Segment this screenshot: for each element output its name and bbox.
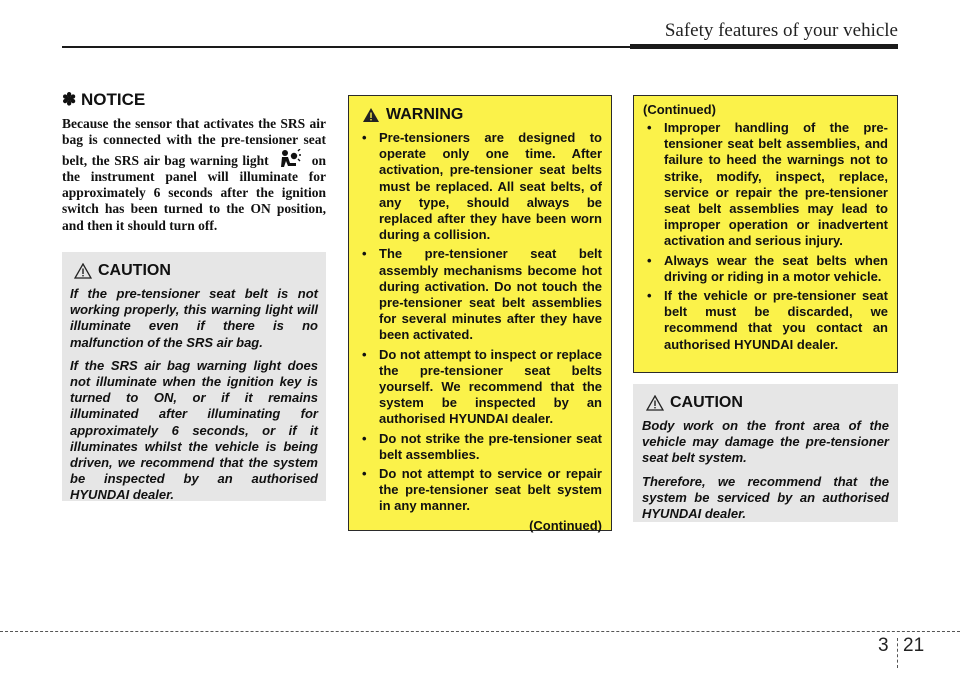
warning-item: • The pre-tensioner seat belt assembly mechanisms become hot during activation. Do not touch the pre-tensioner seat belt assemblies for several minutes after they have been activated. <box>358 246 602 343</box>
notice-heading: ✽ NOTICE <box>62 90 146 109</box>
notice-text-part1: Because the sensor that activates the SRS air bag is connected with the pre-tensioner seat belt, the SRS air bag warning light <box>62 116 326 168</box>
airbag-warning-light-icon <box>279 149 301 169</box>
footer-rule <box>0 631 960 632</box>
warning-continued-list <box>643 120 888 353</box>
caution-triangle-outline-icon <box>646 395 664 411</box>
caution-triangle-outline-icon <box>74 263 92 279</box>
warning-item: • Always wear the seat belts when driving or riding in a motor vehicle. <box>643 253 888 285</box>
notice-text-part2: on the instrument panel will illuminate for approximately 6 seconds after the ignition switch has been turned to the ON position, and then it should turn off. <box>62 152 327 233</box>
page-number: 21 <box>903 635 925 656</box>
caution-heading <box>70 262 318 280</box>
warning-item: • If the vehicle or pre-tensioner seat belt must be discarded, we recommend that you contact an authorised HYUNDAI dealer. <box>643 288 888 353</box>
caution-heading <box>642 394 889 412</box>
caution-heading-label: CAUTION <box>98 262 171 279</box>
warning-item: • Do not strike the pre-tensioner seat belt assemblies. <box>358 431 602 463</box>
notice-section <box>62 90 326 234</box>
header-rule-accent <box>630 44 898 49</box>
warning-box <box>348 95 612 531</box>
warning-continued-box <box>633 95 898 373</box>
caution-paragraph: Therefore, we recommend that the system be serviced by an authorised HYUNDAI dealer. <box>642 473 889 522</box>
continued-heading: (Continued) <box>643 102 716 117</box>
page-header-title: Safety features of your vehicle <box>664 20 898 41</box>
caution-paragraph: Body work on the front area of the vehicle may damage the pre-tensioner seat belt system. <box>642 418 889 466</box>
warning-item: • Pre-tensioners are designed to operate only one time. After activation, pre-tensioner seat belts must be replaced. All seat belts, of any type, should always be replaced after they have been worn during a collision. <box>358 130 602 243</box>
notice-text <box>62 116 326 234</box>
caution-box-left <box>62 252 326 501</box>
warning-heading-label: WARNING <box>386 106 464 123</box>
warning-item: • Do not attempt to inspect or replace the pre-tensioner seat belts yourself. We recommend that the system be inspected by an authorised HYUNDAI dealer. <box>358 347 602 428</box>
warning-triangle-filled-icon <box>362 107 380 123</box>
caution-paragraph: If the SRS air bag warning light does not illuminate when the ignition key is turned to ON, or if it remains illuminated after illuminating for approximately 6 seconds, or if it illuminates whilst the vehicle is being driven, we recommend that the system be inspected by an authorised HYUNDAI dealer. <box>70 357 318 503</box>
chapter-number: 3 <box>878 635 889 656</box>
warning-heading <box>358 106 602 124</box>
caution-box-right <box>633 384 898 522</box>
continued-label: (Continued) <box>529 517 602 533</box>
warning-item: • Improper handling of the pre-tensioner seat belt assemblies, and failure to heed the warnings not to strike, modify, inspect, replace, service or repair the pre-tensioner seat belt assemblies may lead to improper operation or inadvertent activation and serious injury. <box>643 120 888 250</box>
warning-list <box>358 130 602 515</box>
footer-separator <box>897 638 898 668</box>
warning-item: • Do not attempt to service or repair the pre-tensioner seat belt system in any manner. <box>358 466 602 515</box>
caution-paragraph: If the pre-tensioner seat belt is not working properly, this warning light will illuminate even if there is no malfunction of the SRS air bag. <box>70 286 318 350</box>
caution-heading-label: CAUTION <box>670 394 743 411</box>
